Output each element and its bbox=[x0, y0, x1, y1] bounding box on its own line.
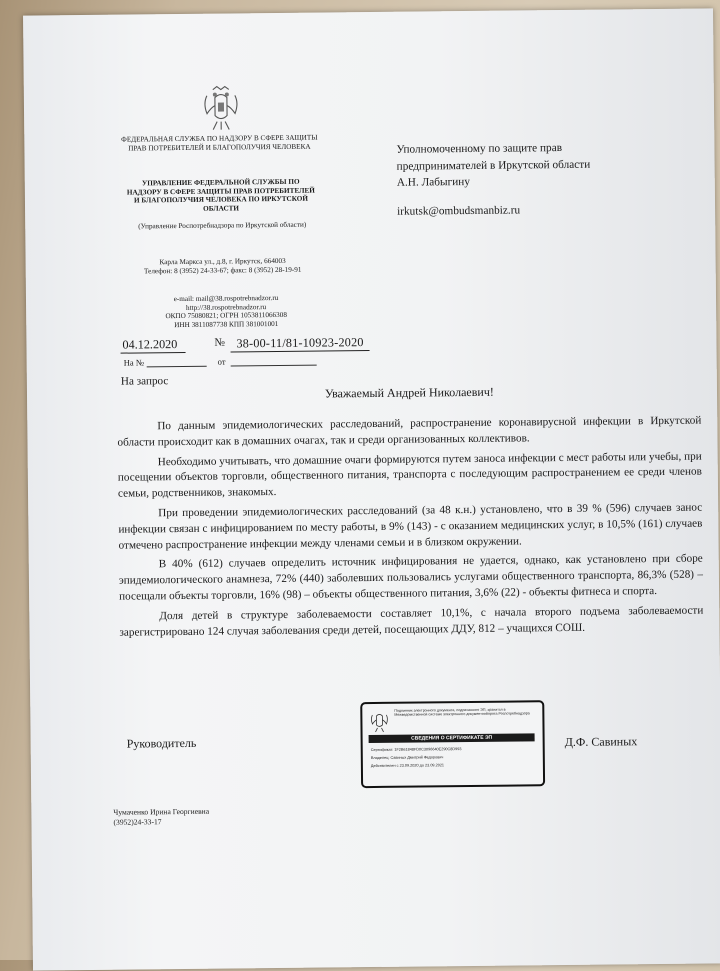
request-label: На запрос bbox=[120, 375, 169, 388]
recipient-line-2: предпринимателей в Иркутской области bbox=[396, 158, 591, 173]
office-inn: ИНН 3811087738 КПП 381001001 bbox=[174, 319, 279, 329]
office-name: УПРАВЛЕНИЕ ФЕДЕРАЛЬНОЙ СЛУЖБЫ ПО НАДЗОРУ В СФЕРЕ ЗАЩИТЫ ПРАВ ПОТРЕБИТЕЛЕЙ И БЛАГОПОЛУЧИЯ ЧЕЛОВЕКА ПО ИРКУТСКОЙ ОБЛАСТИ bbox=[126, 177, 315, 213]
office-email: e-mail: mail@38.rospotrebnadzor.ru bbox=[173, 293, 279, 304]
executor-name: Чумаченко Ирина Георгиевна bbox=[113, 806, 210, 817]
stamp-validity: Действителен с 23.09.2020 до 23.09.2021 bbox=[370, 763, 445, 769]
signer-name: Д.Ф. Савиных bbox=[564, 734, 638, 750]
stamp-certificate: Сертификат: 1F2B61848FD0C3096640E290C8D993 bbox=[370, 747, 462, 753]
stamp-owner: Владелец: Савиных Дмитрий Федорович bbox=[370, 755, 444, 761]
office-short-name: (Управление Роспотребнадзора по Иркутской области) bbox=[138, 220, 307, 231]
body-paragraph: По данным эпидемиологических расследований, распространение коронавирусной инфекции в Иркутской области происходит как в домашних очагах, так и среди организованных коллективов. bbox=[117, 414, 702, 449]
office-website: http://38.rospotrebnadzor.ru bbox=[185, 302, 267, 312]
body-paragraph: В 40% (612) случаев определить источник инфицирования не удается, однако, как установлено при сборе эпидемиологического анамнеза, 72% (440) заболевших пользовались услугами общественного транспорта, 86,3% (528) – посещали объекты торговли, 16% (98) – объекты общественного питания, 3,6% (22) - объекты фитнеса и спорта. bbox=[118, 552, 703, 603]
letter-body bbox=[117, 414, 703, 645]
recipient-email: irkutsk@ombudsmanbiz.ru bbox=[397, 204, 521, 218]
agency-name: ФЕДЕРАЛЬНАЯ СЛУЖБА ПО НАДЗОРУ В СФЕРЕ ЗАЩИТЫ ПРАВ ПОТРЕБИТЕЛЕЙ И БЛАГОПОЛУЧИЯ ЧЕЛОВЕКА bbox=[121, 133, 318, 153]
letter-number: 38-00-11/81-10923-2020 bbox=[230, 335, 369, 352]
reply-date-label: от bbox=[217, 356, 226, 367]
executor-phone: (3952)24-33-17 bbox=[113, 816, 162, 827]
recipient-line-3: А.Н. Лабыгину bbox=[396, 175, 471, 189]
executor-block bbox=[113, 807, 209, 827]
recipient-line-1: Уполномоченному по защите прав bbox=[396, 142, 563, 156]
letterhead-contacts-block bbox=[126, 293, 326, 329]
office-okpo: ОКПО 75080821; ОГРН 1053811066308 bbox=[165, 311, 287, 321]
body-paragraph: При проведении эпидемиологических расследований (за 48 к.н.) установлено, что в 39 % (596) случаев занос инфекции связан с инфицированием по месту работы, в 9% (143) - с оказанием медицинских услуг, в 10,5% (161) случаев отмечено распространение инфекции между членами семьи и в близком окружении. bbox=[118, 501, 703, 552]
stamp-header: СВЕДЕНИЯ О СЕРТИФИКАТЕ ЭП bbox=[369, 733, 535, 743]
signer-title: Руководитель bbox=[126, 735, 197, 751]
letterhead-address-block bbox=[116, 256, 330, 275]
electronic-signature-stamp bbox=[360, 700, 545, 788]
reply-to-number-label: На № bbox=[123, 357, 145, 368]
reply-number-line bbox=[147, 366, 207, 368]
letter-date: 04.12.2020 bbox=[120, 337, 185, 354]
reply-date-line bbox=[231, 365, 317, 367]
stamp-note: Подлинник электронного документа, подписанного ЭП, хранится в Межведомственной системе электронного документооборота Роспотребнадзора bbox=[394, 707, 530, 718]
office-address: Карла Маркса ул., д.8, г. Иркутск, 664003 bbox=[159, 256, 286, 267]
body-paragraph: Доля детей в структуре заболеваемости составляет 10,1%, с начала второго подъема заболеваемости зарегистрировано 124 случая заболевания среди детей, посещающих ДДУ, 812 – учащихся СОШ. bbox=[119, 604, 704, 639]
letter-page bbox=[23, 8, 720, 970]
body-paragraph: Необходимо учитывать, что домашние очаги формируются путем заноса инфекции с мест работы или учебы, при посещении объектов торговли, общественного питания, транспорта с последующим распространением ее среди членов семьи, родственников, знакомых. bbox=[117, 450, 702, 500]
office-phone: Телефон: 8 (3952) 24-33-67; факс: 8 (3952) 28-19-91 bbox=[143, 265, 302, 275]
coat-of-arms-emblem-icon bbox=[199, 83, 244, 131]
recipient-block bbox=[396, 139, 687, 192]
stamp-emblem-icon bbox=[368, 709, 390, 733]
greeting: Уважаемый Андрей Николаевич! bbox=[324, 384, 494, 401]
number-label: № bbox=[214, 336, 226, 349]
